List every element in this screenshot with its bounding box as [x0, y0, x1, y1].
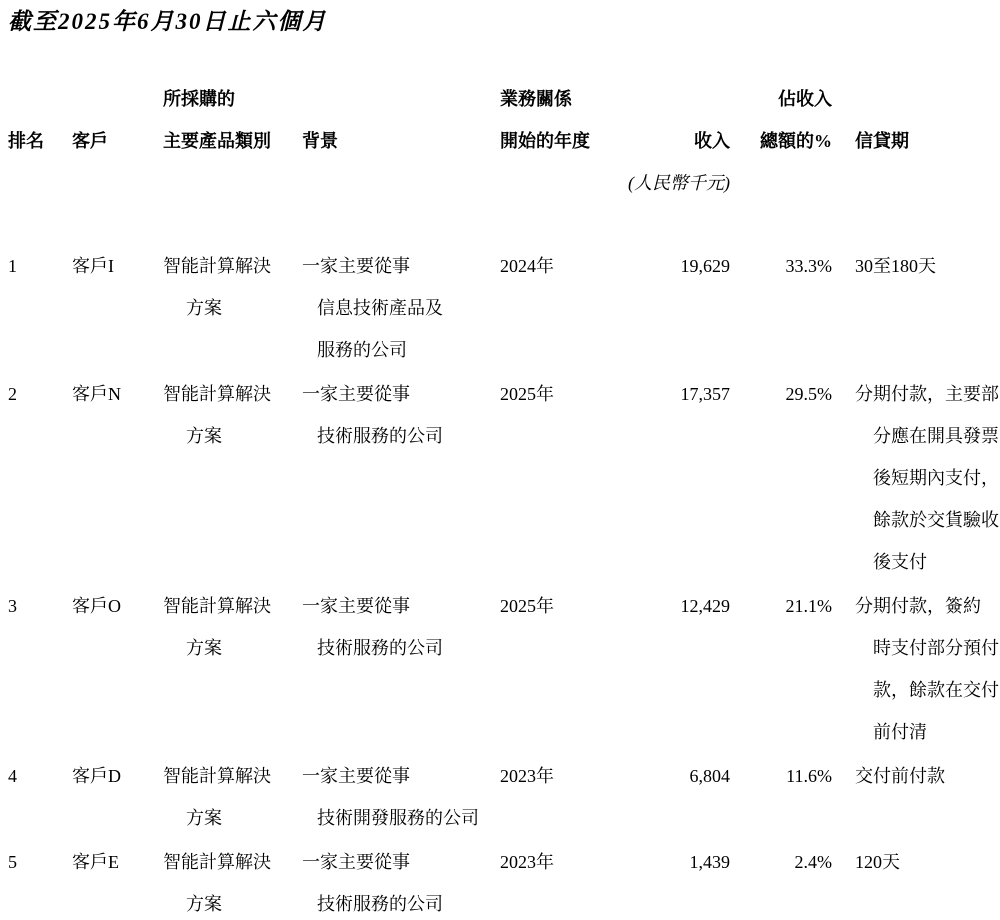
header-spacer — [832, 162, 992, 204]
customer: 客戶O — [72, 596, 121, 616]
header-row-2 — [8, 120, 1000, 162]
header-spacer — [163, 162, 302, 204]
cell-line: 方案 — [186, 808, 222, 828]
revenue-pct: 29.5% — [785, 384, 832, 404]
rank: 5 — [8, 852, 17, 872]
credit-period — [832, 755, 992, 839]
revenue: 17,357 — [680, 384, 730, 404]
cell-line: 分期付款，主要部 — [855, 384, 999, 404]
header-revenue: 收入 — [694, 131, 730, 151]
background — [302, 755, 500, 839]
cell-line: 智能計算解決 — [163, 384, 271, 404]
header-spacer — [302, 78, 500, 120]
header-spacer — [302, 162, 500, 204]
cell-line: 一家主要從事 — [302, 596, 410, 616]
product-category — [163, 755, 302, 839]
cell-line: 交付前付款 — [855, 766, 945, 786]
cell-line: 一家主要從事 — [302, 384, 410, 404]
header-pct-line1: 佔收入 — [778, 89, 832, 109]
cell-line: 一家主要從事 — [302, 766, 410, 786]
header-revenue-unit: (人民幣千元) — [628, 173, 730, 193]
cell-line: 一家主要從事 — [302, 852, 410, 872]
header-row-1 — [8, 78, 1000, 120]
header-background: 背景 — [302, 131, 338, 151]
background — [302, 245, 500, 371]
cell-line: 30至180天 — [855, 256, 936, 276]
customer: 客戶D — [72, 766, 121, 786]
header-relationship-line1: 業務關係 — [500, 89, 572, 109]
customer: 客戶N — [72, 384, 121, 404]
cell-line: 方案 — [186, 298, 222, 318]
revenue: 12,429 — [680, 596, 730, 616]
cell-line: 服務的公司 — [317, 340, 407, 360]
customer-row-5 — [8, 841, 1000, 920]
cell-line: 信息技術產品及 — [317, 298, 443, 318]
cell-line: 後短期內支付， — [873, 468, 999, 488]
customer: 客戶I — [72, 256, 114, 276]
cell-line: 方案 — [186, 426, 222, 446]
cell-line: 款，餘款在交付 — [873, 680, 999, 700]
cell-line: 智能計算解決 — [163, 766, 271, 786]
cell-line: 前付清 — [873, 722, 927, 742]
revenue-pct: 21.1% — [785, 596, 832, 616]
header-rank: 排名 — [8, 131, 44, 151]
top-customers-table — [8, 78, 1000, 920]
header-spacer — [8, 162, 72, 204]
customer-row-4 — [8, 755, 1000, 839]
cell-line: 技術服務的公司 — [317, 638, 443, 658]
cell-line: 智能計算解決 — [163, 852, 271, 872]
cell-line: 方案 — [186, 638, 222, 658]
revenue: 19,629 — [680, 256, 730, 276]
header-product-line2: 主要產品類別 — [163, 131, 271, 151]
cell-line: 方案 — [186, 894, 222, 914]
section-title: 截至2025年6月30日止六個月 — [8, 9, 328, 34]
cell-line: 分應在開具發票 — [873, 426, 999, 446]
rank: 1 — [8, 256, 17, 276]
header-spacer — [8, 78, 72, 120]
header-credit-period: 信貸期 — [855, 131, 909, 151]
product-category — [163, 841, 302, 920]
cell-line: 技術開發服務的公司 — [317, 808, 479, 828]
cell-line: 智能計算解決 — [163, 256, 271, 276]
background — [302, 373, 500, 583]
header-spacer — [832, 78, 992, 120]
background — [302, 585, 500, 753]
rank: 4 — [8, 766, 17, 786]
credit-period — [832, 841, 992, 920]
product-category — [163, 585, 302, 753]
header-row-3 — [8, 162, 1000, 204]
header-spacer — [500, 162, 620, 204]
customer-row-2 — [8, 373, 1000, 583]
customer: 客戶E — [72, 852, 119, 872]
cell-line: 一家主要從事 — [302, 256, 410, 276]
cell-line: 技術服務的公司 — [317, 426, 443, 446]
customer-row-1 — [8, 245, 1000, 371]
relationship-year: 2023年 — [500, 852, 554, 872]
credit-period — [832, 373, 999, 583]
background — [302, 841, 500, 920]
revenue: 1,439 — [689, 852, 730, 872]
rank: 3 — [8, 596, 17, 616]
revenue: 6,804 — [689, 766, 730, 786]
cell-line: 後支付 — [873, 552, 927, 572]
rank: 2 — [8, 384, 17, 404]
cell-line: 技術服務的公司 — [317, 894, 443, 914]
product-category — [163, 373, 302, 583]
relationship-year: 2025年 — [500, 596, 554, 616]
header-spacer — [730, 162, 832, 204]
relationship-year: 2025年 — [500, 384, 554, 404]
header-spacer — [72, 162, 163, 204]
header-spacer — [620, 78, 730, 120]
credit-period — [832, 245, 992, 371]
table-body — [8, 245, 1000, 920]
header-product-line1: 所採購的 — [163, 89, 235, 109]
header-customer: 客戶 — [72, 131, 108, 151]
header-relationship-line2: 開始的年度 — [500, 131, 590, 151]
credit-period — [832, 585, 999, 753]
cell-line: 時支付部分預付 — [873, 638, 999, 658]
revenue-pct: 11.6% — [786, 766, 832, 786]
revenue-pct: 33.3% — [785, 256, 832, 276]
cell-line: 分期付款，簽約 — [855, 596, 981, 616]
product-category — [163, 245, 302, 371]
revenue-pct: 2.4% — [794, 852, 832, 872]
relationship-year: 2023年 — [500, 766, 554, 786]
header-spacer — [72, 78, 163, 120]
cell-line: 智能計算解決 — [163, 596, 271, 616]
cell-line: 120天 — [855, 852, 900, 872]
cell-line: 餘款於交貨驗收 — [873, 510, 999, 530]
customer-row-3 — [8, 585, 1000, 753]
relationship-year: 2024年 — [500, 256, 554, 276]
header-pct-line2: 總額的% — [760, 131, 832, 151]
